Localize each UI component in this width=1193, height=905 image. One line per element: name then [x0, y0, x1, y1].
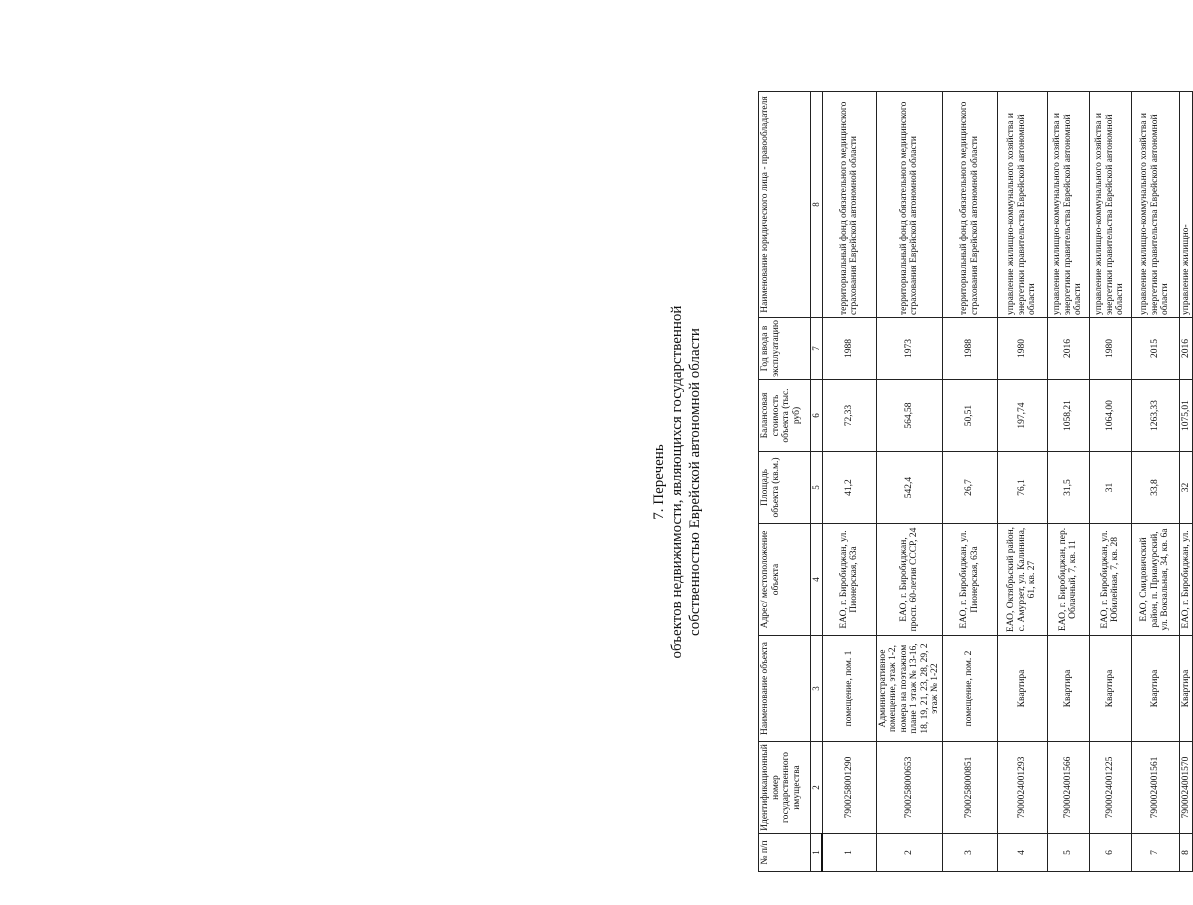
property-id: 7900024001561	[1131, 742, 1179, 834]
title-line-3: собственностью Еврейской автономной области	[687, 328, 703, 636]
header-cell: Адрес/ местоположение объекта	[759, 524, 811, 636]
table-row	[822, 92, 876, 872]
property-area: 31	[1089, 452, 1131, 524]
property-address: ЕАО, г. Биробиджан, ул. Юбилейная, 7, кв. 28	[1089, 524, 1131, 636]
title-line-2: объектов недвижимости, являющихся государственной	[669, 305, 685, 659]
header-cell: № п/п	[759, 834, 811, 872]
property-id: 7900024001566	[1047, 742, 1089, 834]
property-address: ЕАО, г. Биробиджан, просп. 60-летия СССР, 24	[876, 524, 942, 636]
document-title	[630, 92, 730, 872]
column-number: 7	[811, 318, 823, 380]
column-number: 1	[811, 834, 823, 872]
row-number: 3	[942, 834, 997, 872]
property-address: ЕАО, г. Биробиджан, пер. Облачный, 7, кв. 11	[1047, 524, 1089, 636]
property-address: ЕАО, Октябрьский район, с. Амурзет, ул. Калинина, 61, кв. 27	[997, 524, 1047, 636]
rotated-sheet	[630, 92, 1191, 872]
row-number: 6	[1089, 834, 1131, 872]
property-address: ЕАО, Смидовичский район, п. Приамурский, ул. Вокзальная, 34, кв. 6а	[1131, 524, 1179, 636]
right-holder: управление жилищно-	[1179, 92, 1193, 318]
row-number: 8	[1179, 834, 1193, 872]
balance-value: 50,51	[942, 380, 997, 452]
column-number-row	[811, 92, 823, 872]
commission-year: 1973	[876, 318, 942, 380]
right-holder: управление жилищно-коммунального хозяйства и энергетики правительства Еврейской автономной области	[1089, 92, 1131, 318]
property-name: помещение, пом. 1	[822, 636, 876, 742]
right-holder: управление жилищно-коммунального хозяйства и энергетики правительства Еврейской автономной области	[1131, 92, 1179, 318]
column-number: 6	[811, 380, 823, 452]
header-cell: Год ввода в эксплуатацию	[759, 318, 811, 380]
property-address: ЕАО, г. Биробиджан, ул.	[1179, 524, 1193, 636]
property-area: 26,7	[942, 452, 997, 524]
balance-value: 1064,00	[1089, 380, 1131, 452]
header-cell: Идентификационный номер государственного имущества	[759, 742, 811, 834]
commission-year: 1980	[997, 318, 1047, 380]
table-row	[997, 92, 1047, 872]
balance-value: 564,58	[876, 380, 942, 452]
table-row	[1179, 92, 1193, 872]
property-name: Квартира	[1047, 636, 1089, 742]
property-area: 41,2	[822, 452, 876, 524]
property-name: помещение, пом. 2	[942, 636, 997, 742]
property-id: 7900258000851	[942, 742, 997, 834]
header-row	[759, 92, 811, 872]
property-area: 542,4	[876, 452, 942, 524]
property-name: Квартира	[1131, 636, 1179, 742]
column-number: 3	[811, 636, 823, 742]
balance-value: 72,33	[822, 380, 876, 452]
column-number: 2	[811, 742, 823, 834]
table-row	[1131, 92, 1179, 872]
property-id: 7900024001225	[1089, 742, 1131, 834]
header-cell: Балансовая стоимость объекта (тыс. руб)	[759, 380, 811, 452]
balance-value: 197,74	[997, 380, 1047, 452]
property-name: Административное помещение, этаж 1-2, номера на поэтажном плане 1 этаж № 13-16, 18, 19, 21, 23, 28, 29, 2 этаж № 1-22	[876, 636, 942, 742]
table-row	[1047, 92, 1089, 872]
row-number: 5	[1047, 834, 1089, 872]
commission-year: 2016	[1047, 318, 1089, 380]
property-id: 7900024001570	[1179, 742, 1193, 834]
property-area: 76,1	[997, 452, 1047, 524]
table-row	[876, 92, 942, 872]
title-line-1: 7. Перечень	[651, 444, 667, 520]
balance-value: 1263,33	[1131, 380, 1179, 452]
table-row	[942, 92, 997, 872]
property-area: 33,8	[1131, 452, 1179, 524]
commission-year: 1988	[942, 318, 997, 380]
property-address: ЕАО, г. Биробиджан, ул. Пионерская, 63а	[942, 524, 997, 636]
property-name: Квартира	[1089, 636, 1131, 742]
column-number: 5	[811, 452, 823, 524]
property-name: Квартира	[997, 636, 1047, 742]
row-number: 2	[876, 834, 942, 872]
right-holder: территориальный фонд обязательного медицинского страхования Еврейской автономной области	[942, 92, 997, 318]
property-id: 7900258001290	[822, 742, 876, 834]
row-number: 4	[997, 834, 1047, 872]
column-number: 8	[811, 92, 823, 318]
property-area: 31,5	[1047, 452, 1089, 524]
right-holder: территориальный фонд обязательного медицинского страхования Еврейской автономной области	[822, 92, 876, 318]
property-id: 7900024001293	[997, 742, 1047, 834]
property-area: 32	[1179, 452, 1193, 524]
row-number: 1	[822, 834, 876, 872]
table-row	[1089, 92, 1131, 872]
balance-value: 1075,01	[1179, 380, 1193, 452]
property-id: 7900258000653	[876, 742, 942, 834]
row-number: 7	[1131, 834, 1179, 872]
property-address: ЕАО, г. Биробиджан, ул. Пионерская, 63а	[822, 524, 876, 636]
right-holder: управление жилищно-коммунального хозяйства и энергетики правительства Еврейской автономной области	[997, 92, 1047, 318]
balance-value: 1058,21	[1047, 380, 1089, 452]
right-holder: территориальный фонд обязательного медицинского страхования Еврейской автономной области	[876, 92, 942, 318]
column-number: 4	[811, 524, 823, 636]
commission-year: 2015	[1131, 318, 1179, 380]
property-table	[758, 91, 1193, 872]
commission-year: 2016	[1179, 318, 1193, 380]
right-holder: управление жилищно-коммунального хозяйства и энергетики правительства Еврейской автономной области	[1047, 92, 1089, 318]
commission-year: 1980	[1089, 318, 1131, 380]
commission-year: 1988	[822, 318, 876, 380]
header-cell: Наименование объекта	[759, 636, 811, 742]
property-name: Квартира	[1179, 636, 1193, 742]
header-cell: Наименование юридического лица - правообладателя	[759, 92, 811, 318]
header-cell: Площадь объекта (кв.м.)	[759, 452, 811, 524]
